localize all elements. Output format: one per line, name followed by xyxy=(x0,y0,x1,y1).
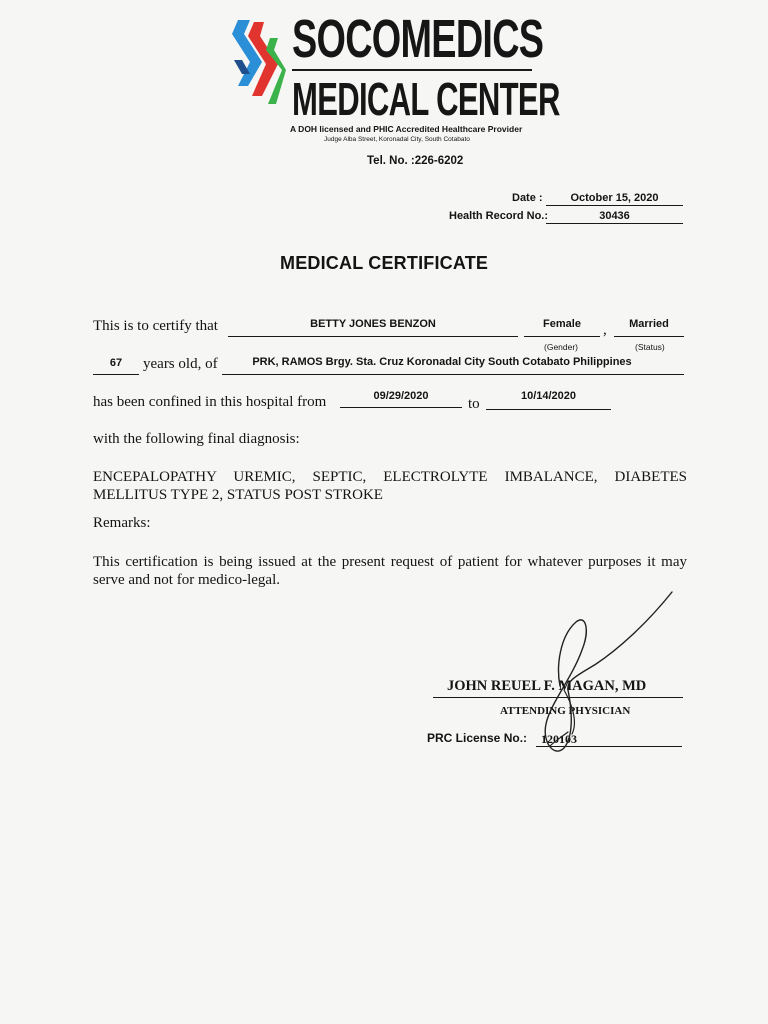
status-value: Married xyxy=(629,318,669,330)
logo-mark-icon xyxy=(228,16,288,112)
record-label: Health Record No.: xyxy=(449,210,549,222)
org-divider xyxy=(292,69,532,71)
tagline: A DOH licensed and PHIC Accredited Healthcare Provider xyxy=(290,124,523,134)
to-date: 10/14/2020 xyxy=(520,390,577,402)
gender-value: Female xyxy=(543,318,581,330)
diagnosis-line2: MELLITUS TYPE 2, STATUS POST STROKE xyxy=(93,487,383,503)
diagnosis-intro: with the following final diagnosis: xyxy=(93,431,300,447)
license-value: 120103 xyxy=(541,732,577,746)
signatory-name: JOHN REUEL F. MAGAN, MD xyxy=(447,678,647,694)
remarks-label: Remarks: xyxy=(93,515,151,531)
org-address: Judge Alba Street, Koronadal City, South Cotabato xyxy=(324,136,470,143)
diagnosis-line1: ENCEPALOPATHY UREMIC, SEPTIC, ELECTROLYTE IMBALANCE, DIABETES xyxy=(93,469,687,485)
date-label: Date : xyxy=(512,192,543,204)
certify-text: This is to certify that xyxy=(93,318,218,334)
license-label: PRC License No.: xyxy=(427,731,528,745)
confined-text: has been confined in this hospital from xyxy=(93,394,327,410)
date-value: October 15, 2020 xyxy=(570,192,659,204)
to-text: to xyxy=(468,396,480,412)
purpose-line2: serve and not for medico-legal. xyxy=(93,572,281,588)
patient-address: PRK, RAMOS Brgy. Sta. Cruz Koronadal City South Cotabato Philippines xyxy=(252,356,632,368)
signature-icon xyxy=(520,586,680,766)
from-date: 09/29/2020 xyxy=(373,390,429,402)
patient-name: BETTY JONES BENZON xyxy=(310,318,436,330)
record-value: 30436 xyxy=(599,210,630,222)
org-name-line1: SOCOMEDICS xyxy=(292,9,544,69)
logo xyxy=(228,16,288,112)
comma: , xyxy=(603,322,607,338)
age-value: 67 xyxy=(109,357,123,369)
years-old-text: years old, of xyxy=(143,356,218,372)
page-title: MEDICAL CERTIFICATE xyxy=(280,253,489,273)
purpose-line1: This certification is being issued at the present request of patient for whatever purposes it may xyxy=(93,554,687,570)
signatory-position: ATTENDING PHYSICIAN xyxy=(500,705,631,717)
status-caption: (Status) xyxy=(635,342,665,352)
gender-caption: (Gender) xyxy=(544,342,579,352)
telephone: Tel. No. :226-6202 xyxy=(367,155,464,167)
org-name-line2: MEDICAL CENTER xyxy=(292,73,560,125)
